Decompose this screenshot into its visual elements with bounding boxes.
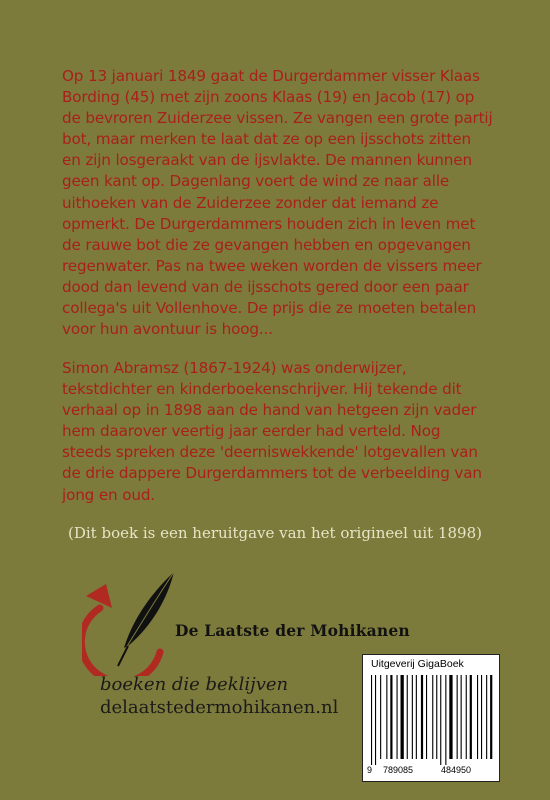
- barcode-bar: [416, 675, 417, 759]
- synopsis-paragraph: Op 13 januari 1849 gaat de Durgerdammer visser Klaas Bording (45) met zijn zoons Klaas (19) en Jacob (17) op de bevroren Zuiderzee vissen. Ze vangen een grote partij bot, maar merken te laat dat ze op een ijsschots zitten en zijn losgeraakt van de ijsvlakte. De mannen kunnen geen kant op. Dagenlang voert de wind ze naar alle uithoeken van de Zuiderzee zonder dat iemand ze opmerkt. De Durgerdammers houden zich in leven met de rauwe bot die ze gevangen hebben en opgevangen regenwater. Pas na twee weken worden de vissers meer dood dan levend van de ijsschots gered door een paar collega's uit Vollenhove. De prijs die ze moeten betalen voor hun avontuur is hoog...: [62, 67, 493, 339]
- barcode-bar: [461, 675, 462, 759]
- barcode-bar: [390, 675, 392, 759]
- barcode-bar: [490, 675, 492, 759]
- barcode-bar: [457, 675, 458, 759]
- barcode-bar: [486, 675, 487, 759]
- publisher-tagline: boeken die beklijven: [100, 674, 289, 695]
- barcode-bar: [436, 675, 437, 759]
- barcode-digits-left: 789085: [383, 765, 414, 775]
- barcode-bar: [432, 675, 433, 759]
- barcode-bar: [477, 675, 478, 759]
- barcode-bars: [369, 675, 495, 765]
- barcode-bar: [445, 675, 446, 765]
- barcode-bar: [375, 675, 376, 765]
- barcode-bar: [380, 675, 381, 759]
- publisher-name: De Laatste der Mohikanen: [175, 621, 410, 640]
- isbn-barcode: [362, 654, 500, 782]
- barcode-bar: [412, 675, 413, 759]
- barcode-bar: [449, 675, 452, 759]
- barcode-publisher-label: Uitgeverij GigaBoek: [371, 658, 464, 670]
- barcode-lead-digit: 9: [367, 765, 373, 775]
- barcode-bar: [397, 675, 398, 759]
- barcode-bar: [407, 675, 408, 759]
- author-paragraph: Simon Abramsz (1867-1924) was onderwijzer, tekstdichter en kinderboekenschrijver. Hij tekende dit verhaal op in 1898 aan de hand van hetgeen zijn vader hem daarover veertig jaar eerder had verteld. Nog steeds spreken deze 'deerniswekkende' lotgevallen van de drie dappere Durgerdammers tot de verbeelding van jong en oud.: [62, 359, 482, 504]
- barcode-bar: [440, 675, 441, 765]
- reissue-note: (Dit boek is een heruitgave van het origineel uit 1898): [68, 524, 482, 542]
- barcode-bar: [371, 675, 372, 765]
- barcode-digits-right: 484950: [441, 765, 472, 775]
- barcode-bar: [421, 675, 423, 759]
- barcode-bar: [386, 675, 387, 759]
- barcode-bar: [466, 675, 467, 759]
- barcode-bar: [481, 675, 482, 759]
- barcode-bar: [401, 675, 404, 759]
- barcode-bar: [426, 675, 427, 759]
- publisher-website: delaatstedermohikanen.nl: [100, 697, 339, 718]
- barcode-bar: [470, 675, 472, 759]
